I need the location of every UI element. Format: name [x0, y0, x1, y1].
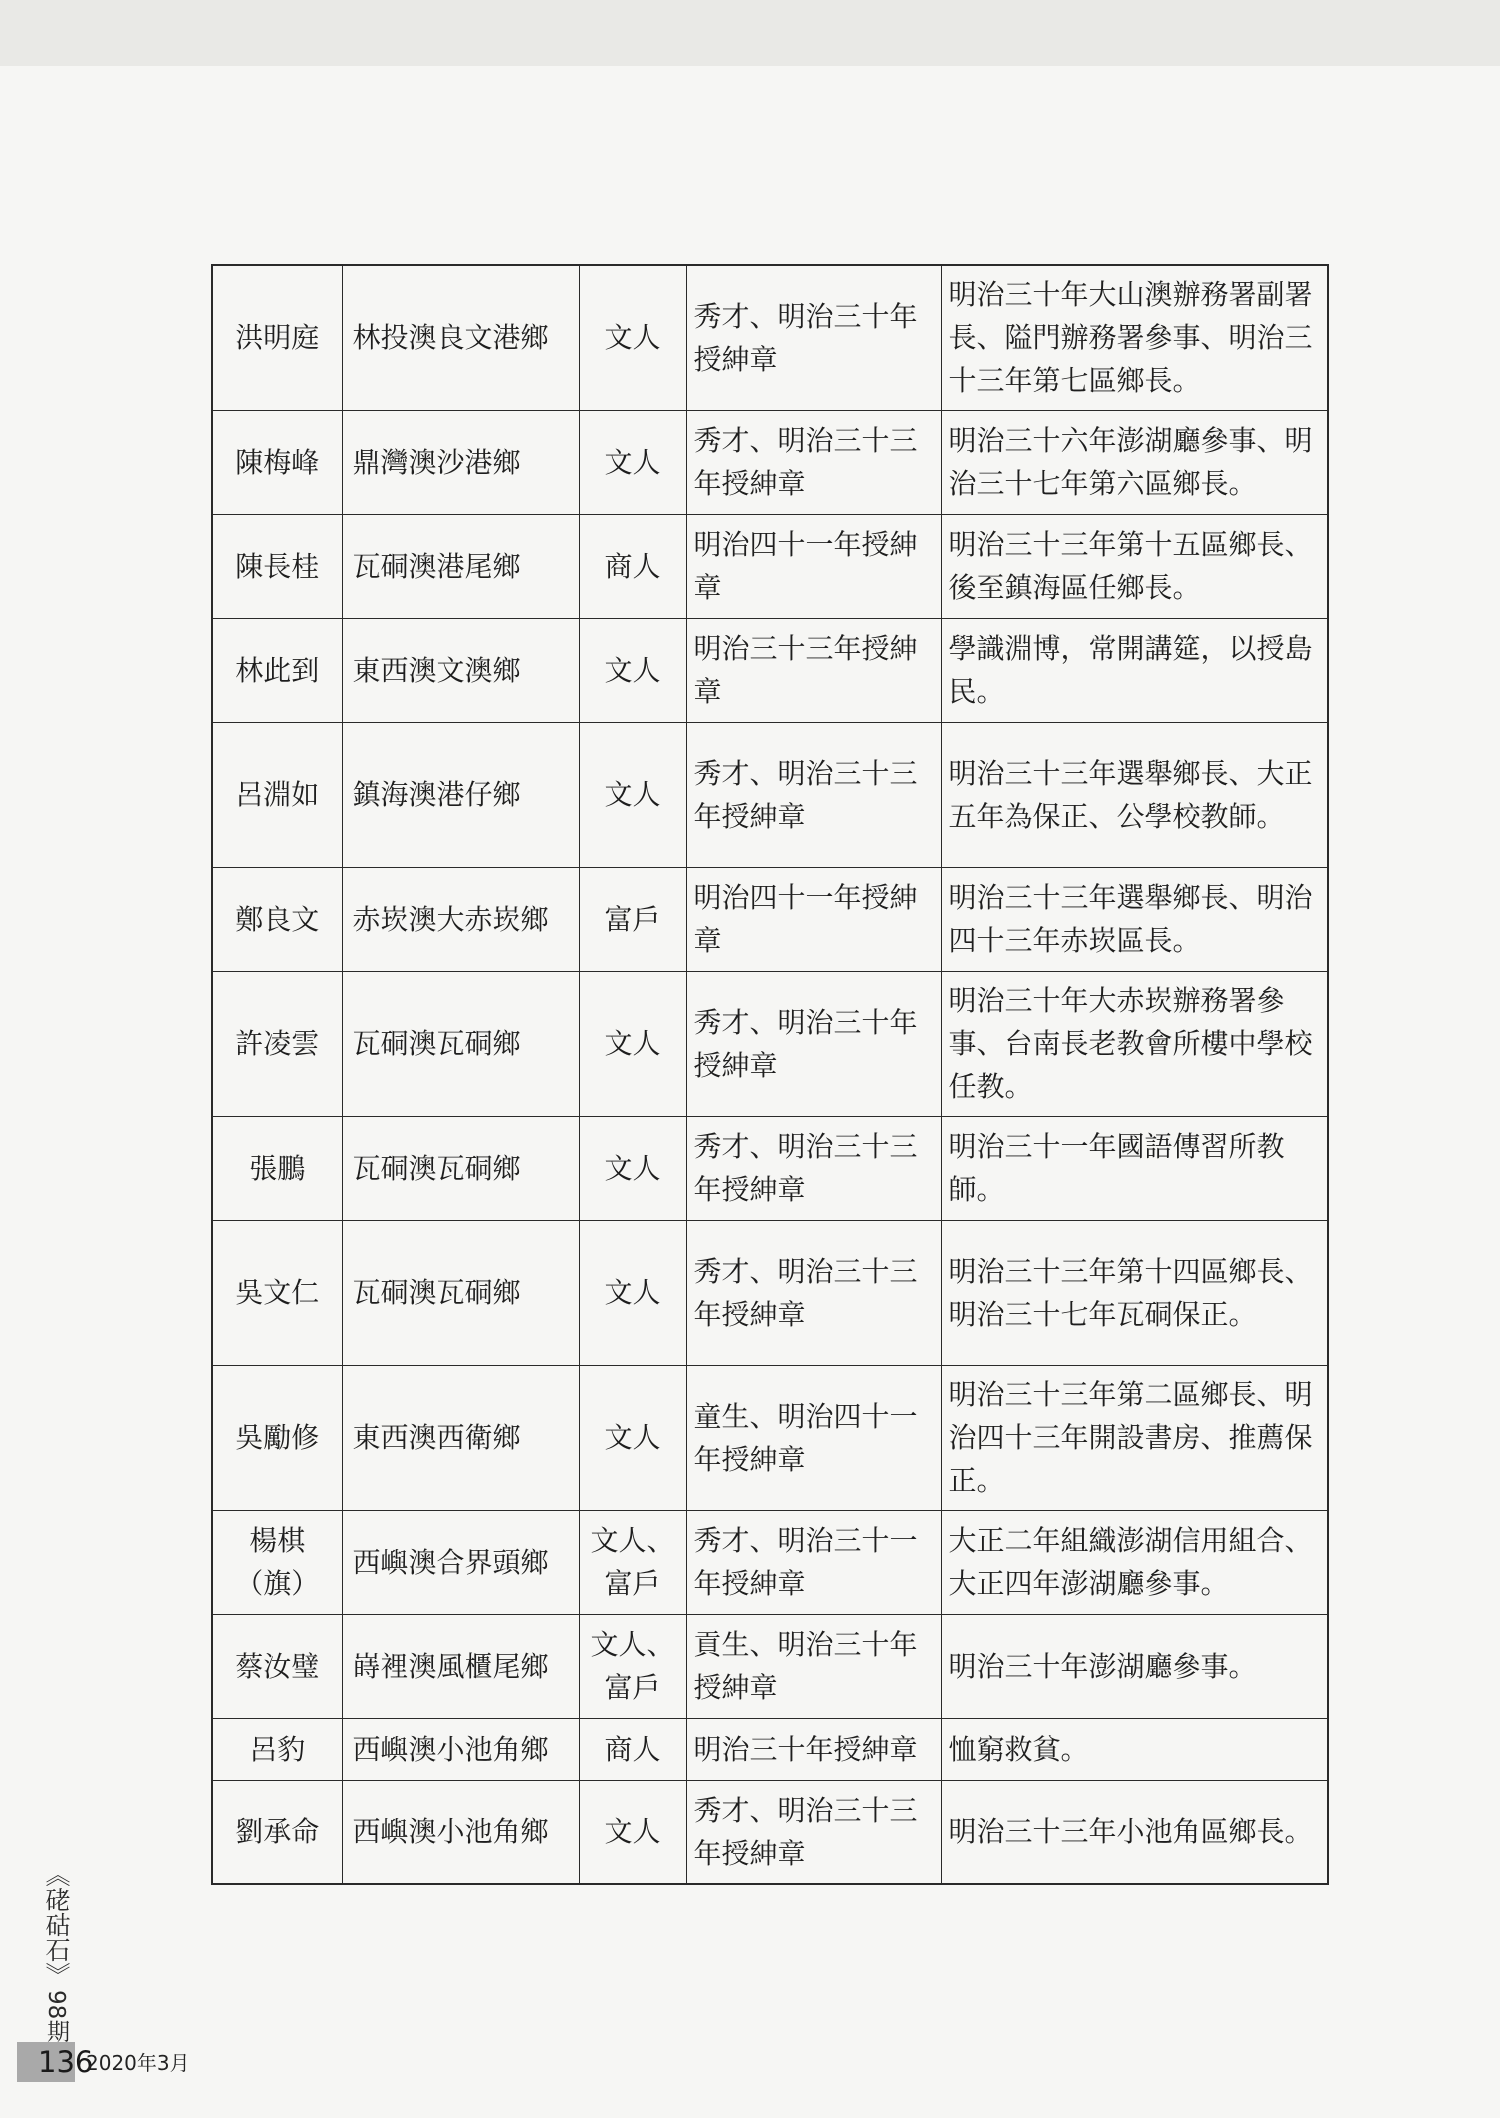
cell-career: 明治三十三年第十四區鄉長、明治三十七年瓦硐保正。 [941, 1220, 1328, 1365]
cell-career: 學識淵博，常開講筵，以授島民。 [941, 618, 1328, 722]
cell-type: 文人 [579, 1780, 686, 1884]
cell-name: 張鵬 [212, 1116, 342, 1220]
cell-type: 文人 [579, 618, 686, 722]
cell-honor: 童生、明治四十一年授紳章 [686, 1365, 941, 1510]
cell-place: 西嶼澳小池角鄉 [342, 1780, 579, 1884]
cell-name: 許凌雲 [212, 971, 342, 1116]
cell-type: 商人 [579, 514, 686, 618]
journal-title-vertical [38, 1862, 74, 1994]
cell-place: 西嶼澳小池角鄉 [342, 1718, 579, 1780]
cell-honor: 明治三十年授紳章 [686, 1718, 941, 1780]
top-margin-band [0, 0, 1500, 66]
cell-type: 富戶 [579, 867, 686, 971]
cell-name: 洪明庭 [212, 265, 342, 410]
cell-honor: 秀才、明治三十三年授紳章 [686, 1116, 941, 1220]
cell-honor: 秀才、明治三十三年授紳章 [686, 1220, 941, 1365]
table-row [212, 410, 1328, 514]
cell-career: 明治三十六年澎湖廳參事、明治三十七年第六區鄉長。 [941, 410, 1328, 514]
cell-type: 文人 [579, 265, 686, 410]
cell-honor: 秀才、明治三十一年授紳章 [686, 1510, 941, 1614]
cell-name: 林此到 [212, 618, 342, 722]
cell-name: 吳勵修 [212, 1365, 342, 1510]
cell-honor: 明治四十一年授紳章 [686, 514, 941, 618]
cell-career: 明治三十年澎湖廳參事。 [941, 1614, 1328, 1718]
cell-place: 東西澳文澳鄉 [342, 618, 579, 722]
cell-honor: 貢生、明治三十年授紳章 [686, 1614, 941, 1718]
cell-type: 文人 [579, 410, 686, 514]
table-row [212, 1718, 1328, 1780]
cell-name: 劉承命 [212, 1780, 342, 1884]
cell-type: 文人 [579, 971, 686, 1116]
cell-type: 文人、富戶 [579, 1614, 686, 1718]
cell-place: 瓦硐澳瓦硐鄉 [342, 971, 579, 1116]
cell-name: 蔡汝璧 [212, 1614, 342, 1718]
cell-type: 文人 [579, 722, 686, 867]
cell-place: 赤崁澳大赤崁鄉 [342, 867, 579, 971]
cell-type: 商人 [579, 1718, 686, 1780]
table-row [212, 618, 1328, 722]
cell-place: 西嶼澳合界頭鄉 [342, 1510, 579, 1614]
table-row [212, 1510, 1328, 1614]
cell-career: 明治三十三年選舉鄉長、大正五年為保正、公學校教師。 [941, 722, 1328, 867]
cell-honor: 明治三十三年授紳章 [686, 618, 941, 722]
cell-place: 瓦硐澳港尾鄉 [342, 514, 579, 618]
cell-honor: 秀才、明治三十三年授紳章 [686, 1780, 941, 1884]
issue-label [38, 1990, 74, 2049]
cell-place: 鎮海澳港仔鄉 [342, 722, 579, 867]
cell-place: 鼎灣澳沙港鄉 [342, 410, 579, 514]
cell-type: 文人 [579, 1116, 686, 1220]
page-number: 136 [38, 2045, 94, 2079]
cell-career: 明治三十年大赤崁辦務署參事、台南長老教會所樓中學校任教。 [941, 971, 1328, 1116]
cell-place: 瓦硐澳瓦硐鄉 [342, 1220, 579, 1365]
table-row [212, 1116, 1328, 1220]
cell-place: 瓦硐澳瓦硐鄉 [342, 1116, 579, 1220]
cell-type: 文人 [579, 1365, 686, 1510]
cell-honor: 秀才、明治三十年授紳章 [686, 265, 941, 410]
cell-honor: 秀才、明治三十年授紳章 [686, 971, 941, 1116]
gentry-table-container [211, 264, 1327, 1885]
cell-name: 陳梅峰 [212, 410, 342, 514]
cell-career: 大正二年組織澎湖信用組合、大正四年澎湖廳參事。 [941, 1510, 1328, 1614]
cell-career: 明治三十三年第十五區鄉長、後至鎮海區任鄉長。 [941, 514, 1328, 618]
table-row [212, 265, 1328, 410]
table-row [212, 1220, 1328, 1365]
page-date: 2020年3月 [86, 2051, 190, 2075]
cell-place: 東西澳西衛鄉 [342, 1365, 579, 1510]
cell-place: 林投澳良文港鄉 [342, 265, 579, 410]
issue-text: 98期 [43, 1990, 69, 2043]
journal-title-text: 《硓𥑮石》 [42, 1862, 71, 1987]
cell-name: 呂豹 [212, 1718, 342, 1780]
cell-honor: 明治四十一年授紳章 [686, 867, 941, 971]
table-row [212, 867, 1328, 971]
cell-career: 明治三十一年國語傳習所教師。 [941, 1116, 1328, 1220]
cell-type: 文人 [579, 1220, 686, 1365]
cell-career: 明治三十三年小池角區鄉長。 [941, 1780, 1328, 1884]
cell-career: 明治三十三年選舉鄉長、明治四十三年赤崁區長。 [941, 867, 1328, 971]
table-row [212, 1365, 1328, 1510]
cell-honor: 秀才、明治三十三年授紳章 [686, 410, 941, 514]
cell-career: 明治三十年大山澳辦務署副署長、隘門辦務署參事、明治三十三年第七區鄉長。 [941, 265, 1328, 410]
cell-name: 吳文仁 [212, 1220, 342, 1365]
table-row [212, 722, 1328, 867]
gentry-table [211, 264, 1329, 1885]
table-row [212, 1780, 1328, 1884]
cell-name: 鄭良文 [212, 867, 342, 971]
cell-name: 楊棋（旗） [212, 1510, 342, 1614]
cell-place: 嵵裡澳風櫃尾鄉 [342, 1614, 579, 1718]
table-body [212, 265, 1328, 1884]
cell-career: 恤窮救貧。 [941, 1718, 1328, 1780]
cell-type: 文人、富戶 [579, 1510, 686, 1614]
table-row [212, 514, 1328, 618]
cell-name: 陳長桂 [212, 514, 342, 618]
cell-honor: 秀才、明治三十三年授紳章 [686, 722, 941, 867]
table-row [212, 971, 1328, 1116]
table-row [212, 1614, 1328, 1718]
cell-name: 呂淵如 [212, 722, 342, 867]
cell-career: 明治三十三年第二區鄉長、明治四十三年開設書房、推薦保正。 [941, 1365, 1328, 1510]
